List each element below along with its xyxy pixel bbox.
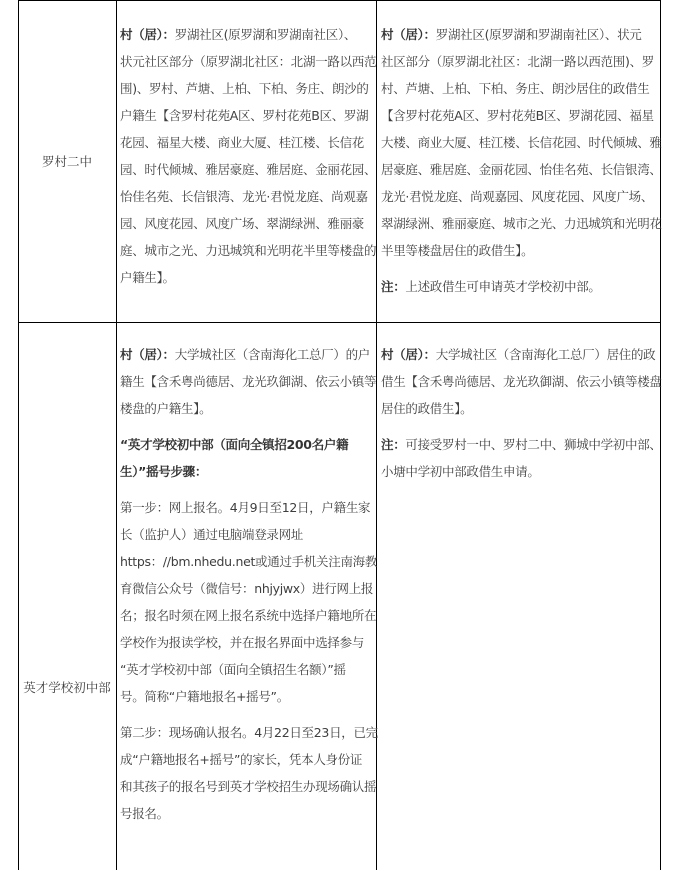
school-name: 罗村二中 <box>41 154 92 169</box>
policy-cell <box>381 341 662 485</box>
text-line: 罗湖社区(原罗湖和罗湖南社区）、 <box>174 27 357 42</box>
text-line: 大学城社区（含南海化工总厂）的户 <box>174 347 370 362</box>
field-label: 村（居）： <box>120 347 175 362</box>
step-2 <box>120 719 378 827</box>
note-text: 小塘中学初中部政借生申请。 <box>381 464 540 479</box>
field-label: 村（居）： <box>120 27 175 42</box>
text-line: 大楼、商业大厦、桂江楼、长信花园、时代倾城、雅 <box>381 135 662 150</box>
text-line: 第一步：网上报名。4月9日至12日，户籍生家 <box>120 500 371 515</box>
text-line: 学校作为报读学校，并在报名界面中选择参与 <box>120 635 365 650</box>
school-name: 英才学校初中部 <box>23 680 111 695</box>
text-line: “英才学校初中部（面向全镇招200名户籍 <box>120 437 349 452</box>
text-line: 户籍生【含罗村花苑A区、罗村花苑B区、罗湖 <box>120 108 369 123</box>
note-label: 注： <box>381 279 406 294</box>
text-line: 状元社区部分（原罗湖北社区：北湖一路以西范 <box>120 54 377 69</box>
text-line: 社区部分（原罗湖北社区：北湖一路以西范围)、罗 <box>381 54 654 69</box>
text-line: 【含罗村花苑A区、罗村花苑B区、罗湖花园、福星 <box>381 108 654 123</box>
text-line: 成“户籍地报名+摇号”的家长，凭本人身份证 <box>120 752 363 767</box>
policy-cell <box>381 21 662 300</box>
column-divider <box>116 0 117 870</box>
text-line: 号报名。 <box>120 806 169 821</box>
url-line: https：//bm.nhedu.net或通过手机关注南海教 <box>120 554 378 569</box>
text-line: 育微信公众号（微信号：nhjyjwx）进行网上报 <box>120 581 374 596</box>
text-line: 半里等楼盘居住的政借生】。 <box>381 243 534 258</box>
text-line: 园、时代倾城、雅居豪庭、雅居庭、金丽花园、 <box>120 162 377 177</box>
hukou-cell <box>120 21 376 291</box>
text-line: 籍生【含禾粤尚德居、龙光玖御湖、依云小镇等 <box>120 374 377 389</box>
text-line: 罗湖社区(原罗湖和罗湖南社区）、状元 <box>435 27 642 42</box>
text-line: 花园、福星大楼、商业大厦、桂江楼、长信花 <box>120 135 365 150</box>
hukou-cell <box>120 341 378 827</box>
text-line: 居豪庭、雅居庭、金丽花园、怡佳名苑、长信银湾、 <box>381 162 662 177</box>
text-line: 第二步：现场确认报名。4月22日至23日，已完 <box>120 725 378 740</box>
text-line: 号。简称“户籍地报名+摇号”。 <box>120 689 289 704</box>
text-line: 楼盘的户籍生】。 <box>120 401 212 416</box>
text-line: 居住的政借生】。 <box>381 401 473 416</box>
text-line: 龙光·君悦龙庭、尚观嘉园、风度花园、风度广场、 <box>381 189 654 204</box>
text-line: “英才学校初中部（面向全镇招生名额）”摇 <box>120 662 346 677</box>
text-line: 翠湖绿洲、雅丽豪庭、城市之光、力迅城筑和光明花 <box>381 216 662 231</box>
steps-title <box>120 431 378 485</box>
step-1 <box>120 494 378 710</box>
text-line: 村、芦塘、上柏、下柏、务庄、朗沙居住的政借生 <box>381 81 650 96</box>
field-label: 村（居）： <box>381 27 436 42</box>
text-line: 怡佳名苑、长信银湾、龙光·君悦龙庭、尚观嘉 <box>120 189 368 204</box>
text-line: 借生【含禾粤尚德居、龙光玖御湖、依云小镇等楼盘 <box>381 374 662 389</box>
note-text: 上述政借生可申请英才学校初中部。 <box>405 279 601 294</box>
row-divider <box>18 322 661 323</box>
text-line: 名；报名时须在网上报名系统中选择户籍地所在 <box>120 608 377 623</box>
field-label: 村（居）： <box>381 347 436 362</box>
text-line: 和其孩子的报名号到英才学校招生办现场确认摇 <box>120 779 377 794</box>
note-text: 可接受罗村一中、罗村二中、狮城中学初中部、 <box>405 437 662 452</box>
text-line: 大学城社区（含南海化工总厂）居住的政 <box>435 347 656 362</box>
text-line: 长（监护人）通过电脑端登录网址 <box>120 527 304 542</box>
text-line: 庭、城市之光、力迅城筑和光明花半里等楼盘的 <box>120 243 377 258</box>
text-line: 园、风度花园、风度广场、翠湖绿洲、雅丽豪 <box>120 216 365 231</box>
text-line: 生）”摇号步骤： <box>120 464 208 479</box>
text-line: 户籍生】。 <box>120 270 175 285</box>
note-label: 注： <box>381 437 406 452</box>
text-line: 围)、罗村、芦塘、上柏、下柏、务庄、朗沙的 <box>120 81 369 96</box>
